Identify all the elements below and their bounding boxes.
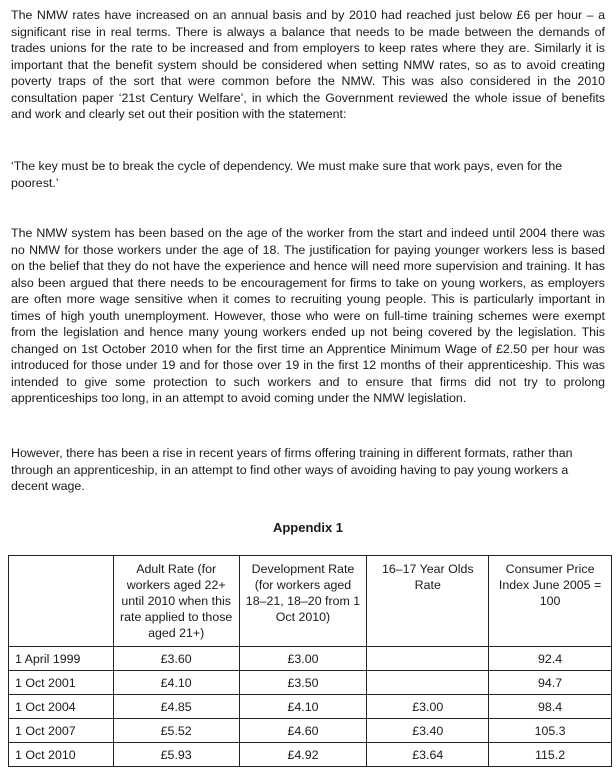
cell-development-rate: £3.00 — [239, 647, 367, 671]
table-row — [9, 647, 612, 671]
header-16-17-rate: 16–17 Year Olds Rate — [367, 556, 489, 647]
cell-date: 1 Oct 2010 — [9, 743, 114, 767]
header-development-rate: Development Rate (for workers aged 18–21, 18–20 from 1 Oct 2010) — [239, 556, 367, 647]
cell-adult-rate: £5.52 — [113, 719, 239, 743]
cell-cpi: 94.7 — [489, 671, 612, 695]
cell-development-rate: £4.60 — [239, 719, 367, 743]
table-row — [9, 719, 612, 743]
cell-development-rate: £4.92 — [239, 743, 367, 767]
cell-development-rate: £3.50 — [239, 671, 367, 695]
paragraph-nmw-rates: The NMW rates have increased on an annual basis and by 2010 had reached just below £6 per hour – a significant rise in real terms. There is always a balance that needs to be made between the demands of trades unions for the rate to be increased and from employers to keep rates where they are. Similarly it is important that the benefit system should be considered when setting NMW rates, so as to avoid creating poverty traps of the sort that were common before the NMW. This was also considered in the 2010 consultation paper ‘21st Century Welfare’, in which the Government reviewed the whole issue of benefits and work and clearly set out their position with the statement: — [11, 8, 605, 121]
header-adult-rate: Adult Rate (for workers aged 22+ until 2010 when this rate applied to those aged 21+) — [113, 556, 239, 647]
cell-cpi: 92.4 — [489, 647, 612, 671]
cell-16-17-rate: £3.00 — [367, 695, 489, 719]
header-cpi: Consumer Price Index June 2005 = 100 — [489, 556, 612, 647]
cell-cpi: 98.4 — [489, 695, 612, 719]
cell-adult-rate: £4.85 — [113, 695, 239, 719]
cell-date: 1 Oct 2004 — [9, 695, 114, 719]
cell-16-17-rate — [367, 671, 489, 695]
cell-adult-rate: £4.10 — [113, 671, 239, 695]
cell-adult-rate: £5.93 — [113, 743, 239, 767]
table-row — [9, 743, 612, 767]
paragraph-age-based-system: The NMW system has been based on the age of the worker from the start and indeed until 2004 there was no NMW for those workers under the age of 18. The justification for paying younger workers less is based on the belief that they do not have the experience and hence will need more supervision and training. It has also been argued that there needs to be encouragement for firms to take on young workers, as employers are often more wage sensitive when it comes to recruiting young people. This is particularly important in times of high youth unemployment. However, those who were on full-time training schemes were exempt from the legislation and hence many young workers ended up not being covered by the legislation. This changed on 1st October 2010 when for the first time an Apprentice Minimum Wage of £2.50 per hour was introduced for those under 19 and for those over 19 in the first 12 months of their apprenticeship. This was intended to give some protection to such workers and to ensure that firms did not try to prolong apprenticeships too long, in an attempt to avoid coming under the NMW legislation. — [11, 226, 605, 405]
cell-cpi: 105.3 — [489, 719, 612, 743]
cell-date: 1 April 1999 — [9, 647, 114, 671]
cell-16-17-rate: £3.40 — [367, 719, 489, 743]
quote-statement: ‘The key must be to break the cycle of dependency. We must make sure that work pays, even for the poorest.’ — [11, 159, 563, 190]
cell-date: 1 Oct 2001 — [9, 671, 114, 695]
cell-16-17-rate: £3.64 — [367, 743, 489, 767]
paragraph-training-formats: However, there has been a rise in recent years of firms offering training in different formats, rather than through an apprenticeship, in an attempt to find other ways of avoiding having to pay young workers a decent wage. — [11, 446, 573, 493]
cell-development-rate: £4.10 — [239, 695, 367, 719]
table-header-row — [9, 556, 612, 647]
appendix-title: Appendix 1 — [272, 520, 344, 535]
cell-16-17-rate — [367, 647, 489, 671]
table-row — [9, 695, 612, 719]
cell-cpi: 115.2 — [489, 743, 612, 767]
appendix-table — [8, 555, 612, 767]
cell-date: 1 Oct 2007 — [9, 719, 114, 743]
header-date — [9, 556, 114, 647]
cell-adult-rate: £3.60 — [113, 647, 239, 671]
table-row — [9, 671, 612, 695]
